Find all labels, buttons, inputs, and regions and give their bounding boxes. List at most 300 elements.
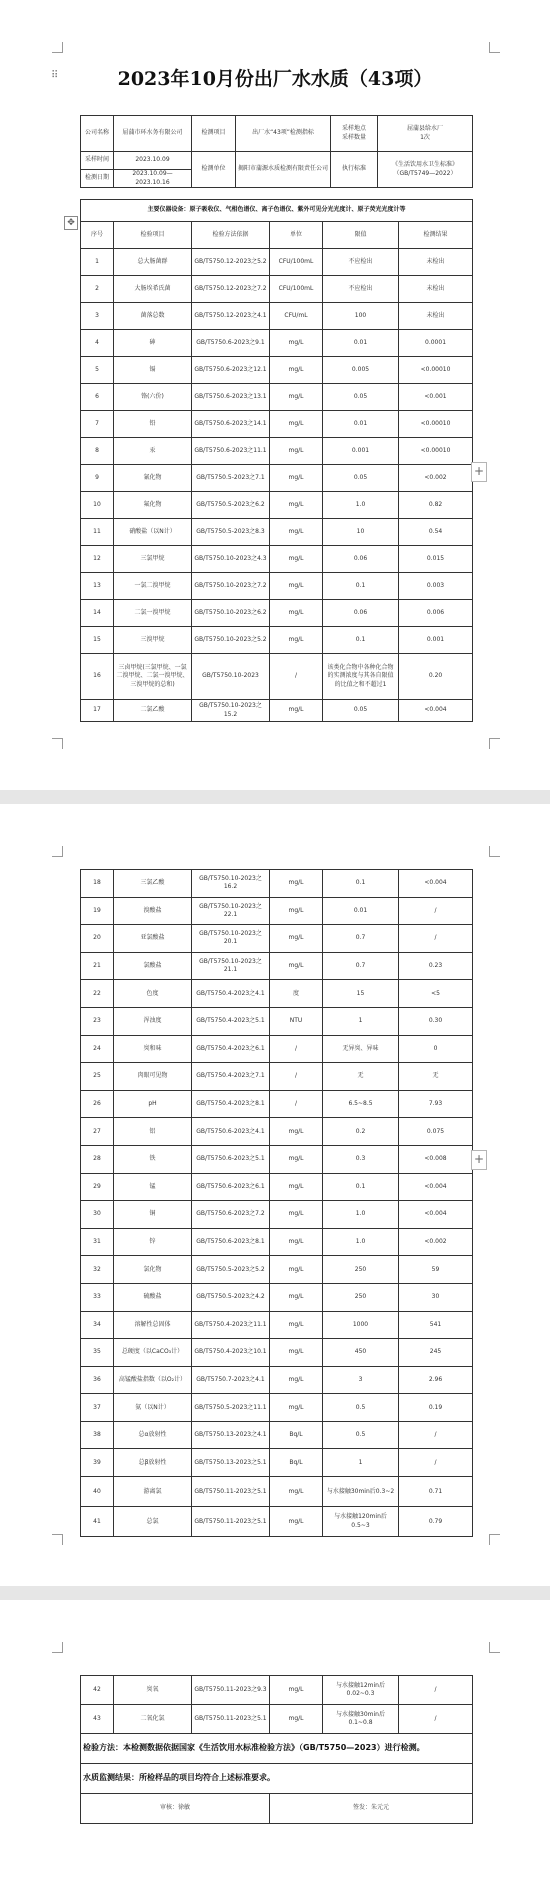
unit-cell: mg/L bbox=[270, 492, 323, 519]
limit-cell: 与水接触30min后0.1~0.8 bbox=[323, 1705, 399, 1734]
method-cell: GB/T5750.6-2023之7.2 bbox=[192, 1201, 270, 1229]
limit-cell: 10 bbox=[323, 519, 399, 546]
table-row bbox=[81, 465, 473, 492]
row-number-cell: 39 bbox=[81, 1449, 114, 1477]
result-cell: 未检出 bbox=[399, 249, 473, 276]
method-cell: GB/T5750.11-2023之5.1 bbox=[192, 1705, 270, 1734]
column-header-test-item: 检验项目 bbox=[114, 222, 192, 249]
table-row bbox=[81, 276, 473, 303]
limit-cell: 1.0 bbox=[323, 492, 399, 519]
test-item-cell: 亚氯酸盐 bbox=[114, 925, 192, 953]
unit-cell: mg/L bbox=[270, 573, 323, 600]
result-cell: 0.075 bbox=[399, 1118, 473, 1146]
method-cell: GB/T5750.4-2023之11.1 bbox=[192, 1311, 270, 1339]
row-number-cell: 6 bbox=[81, 384, 114, 411]
table-row bbox=[81, 1283, 473, 1311]
results-table-part-3 bbox=[80, 1675, 473, 1824]
unit-cell: / bbox=[270, 654, 323, 700]
limit-cell: 0.1 bbox=[323, 1173, 399, 1201]
limit-cell: 0.1 bbox=[323, 573, 399, 600]
unit-value: 揭阳市蒲源水质检测有限责任公司 bbox=[236, 152, 331, 188]
instruments-note: 主要仪器设备：原子吸收仪、气相色谱仪、离子色谱仪、紫外可见分光光度计、原子荧光光度计等 bbox=[81, 200, 473, 222]
test-item-cell: 总α放射性 bbox=[114, 1421, 192, 1449]
standard-label: 执行标准 bbox=[331, 152, 378, 188]
limit-cell: 0.1 bbox=[323, 627, 399, 654]
page-gap bbox=[0, 1586, 550, 1600]
limit-cell: 与水接触12min后0.02~0.3 bbox=[323, 1676, 399, 1705]
table-row bbox=[81, 627, 473, 654]
row-number-cell: 34 bbox=[81, 1311, 114, 1339]
test-item-cell: 二氯乙酸 bbox=[114, 700, 192, 722]
conclusion-note: 水质监测结果：所检样品的项目均符合上述标准要求。 bbox=[81, 1764, 473, 1794]
row-number-cell: 31 bbox=[81, 1228, 114, 1256]
table-row bbox=[81, 1145, 473, 1173]
limit-cell: 0.01 bbox=[323, 330, 399, 357]
method-cell: GB/T5750.5-2023之7.1 bbox=[192, 465, 270, 492]
document-title: 2023年10月份出厂水水质（43项） bbox=[117, 68, 433, 90]
method-note: 检验方法：本检测数据依据国家《生活饮用水标准检验方法》（GB/T5750—2023）进行检测。 bbox=[81, 1734, 473, 1764]
unit-cell: CFU/100mL bbox=[270, 276, 323, 303]
row-number-cell: 28 bbox=[81, 1145, 114, 1173]
test-item-cell: 大肠埃希氏菌 bbox=[114, 276, 192, 303]
row-number-cell: 17 bbox=[81, 700, 114, 722]
unit-cell: mg/L bbox=[270, 438, 323, 465]
table-row bbox=[81, 1339, 473, 1367]
method-cell: GB/T5750.12-2023之4.1 bbox=[192, 303, 270, 330]
sample-date-label: 采样时间 bbox=[81, 152, 114, 170]
test-item-cell: 铬(六价) bbox=[114, 384, 192, 411]
table-row bbox=[81, 952, 473, 980]
limit-cell: 0.001 bbox=[323, 438, 399, 465]
row-number-cell: 15 bbox=[81, 627, 114, 654]
sample-date-value: 2023.10.09 bbox=[114, 152, 192, 170]
limit-cell: 不应检出 bbox=[323, 276, 399, 303]
result-cell: <0.004 bbox=[399, 700, 473, 722]
table-row bbox=[81, 925, 473, 953]
result-cell: <0.008 bbox=[399, 1145, 473, 1173]
table-row bbox=[81, 1394, 473, 1422]
method-cell: GB/T5750.4-2023之10.1 bbox=[192, 1339, 270, 1367]
column-header-unit: 单位 bbox=[270, 222, 323, 249]
result-cell: 59 bbox=[399, 1256, 473, 1284]
table-row bbox=[81, 1311, 473, 1339]
table-row bbox=[81, 330, 473, 357]
unit-cell: mg/L bbox=[270, 411, 323, 438]
unit-cell: mg/L bbox=[270, 1145, 323, 1173]
test-item-cell: 一氯二溴甲烷 bbox=[114, 573, 192, 600]
limit-cell: 1000 bbox=[323, 1311, 399, 1339]
row-number-cell: 10 bbox=[81, 492, 114, 519]
test-item-cell: 三卤甲烷(三氯甲烷、一氯二溴甲烷、二氯一溴甲烷、三溴甲烷的总和) bbox=[114, 654, 192, 700]
row-number-cell: 24 bbox=[81, 1035, 114, 1063]
test-item-cell: 臭和味 bbox=[114, 1035, 192, 1063]
result-cell: <0.004 bbox=[399, 1201, 473, 1229]
test-item-cell: 总硬度（以CaCO₃计） bbox=[114, 1339, 192, 1367]
result-cell: 0.54 bbox=[399, 519, 473, 546]
unit-cell: mg/L bbox=[270, 700, 323, 722]
test-item-cell: 三氯甲烷 bbox=[114, 546, 192, 573]
document-page-3 bbox=[0, 1600, 550, 1883]
margin-corner-mark bbox=[489, 1642, 500, 1653]
method-cell: GB/T5750.6-2023之11.1 bbox=[192, 438, 270, 465]
limit-cell: 0.05 bbox=[323, 465, 399, 492]
method-cell: GB/T5750.12-2023之7.2 bbox=[192, 276, 270, 303]
column-header-row-number: 序号 bbox=[81, 222, 114, 249]
row-number-cell: 36 bbox=[81, 1366, 114, 1394]
method-cell: GB/T5750.6-2023之5.1 bbox=[192, 1145, 270, 1173]
unit-cell: mg/L bbox=[270, 1339, 323, 1367]
table-row bbox=[81, 654, 473, 700]
margin-corner-mark bbox=[52, 1534, 63, 1545]
test-item-cell: 三溴甲烷 bbox=[114, 627, 192, 654]
row-number-cell: 3 bbox=[81, 303, 114, 330]
table-row bbox=[81, 438, 473, 465]
unit-cell: / bbox=[270, 1063, 323, 1091]
limit-cell: 0.5 bbox=[323, 1394, 399, 1422]
margin-corner-mark bbox=[489, 42, 500, 53]
row-number-cell: 18 bbox=[81, 870, 114, 898]
sample-qty-label: 采样数量 bbox=[341, 133, 366, 141]
unit-cell: mg/L bbox=[270, 330, 323, 357]
table-header-row bbox=[81, 222, 473, 249]
method-cell: GB/T5750.11-2023之5.1 bbox=[192, 1477, 270, 1507]
result-cell: 未检出 bbox=[399, 276, 473, 303]
result-cell: <0.004 bbox=[399, 1173, 473, 1201]
row-number-cell: 9 bbox=[81, 465, 114, 492]
result-cell: 0.006 bbox=[399, 600, 473, 627]
result-cell: 245 bbox=[399, 1339, 473, 1367]
method-cell: GB/T5750.10-2023之6.2 bbox=[192, 600, 270, 627]
test-item-cell: 铜 bbox=[114, 1201, 192, 1229]
method-cell: GB/T5750.10-2023之21.1 bbox=[192, 952, 270, 980]
method-cell: GB/T5750.6-2023之12.1 bbox=[192, 357, 270, 384]
column-header-limit: 限值 bbox=[323, 222, 399, 249]
row-number-cell: 8 bbox=[81, 438, 114, 465]
result-cell: 7.93 bbox=[399, 1090, 473, 1118]
table-row bbox=[81, 573, 473, 600]
method-cell: GB/T5750.10-2023之16.2 bbox=[192, 870, 270, 898]
unit-cell: mg/L bbox=[270, 357, 323, 384]
row-number-cell: 1 bbox=[81, 249, 114, 276]
unit-cell: mg/L bbox=[270, 1283, 323, 1311]
row-number-cell: 7 bbox=[81, 411, 114, 438]
margin-corner-mark bbox=[52, 846, 63, 857]
limit-cell: 0.7 bbox=[323, 925, 399, 953]
limit-cell: 0.06 bbox=[323, 600, 399, 627]
unit-cell: mg/L bbox=[270, 897, 323, 925]
unit-cell: mg/L bbox=[270, 627, 323, 654]
result-cell: 0.30 bbox=[399, 1007, 473, 1035]
add-row-button[interactable]: + bbox=[471, 462, 487, 482]
method-cell: GB/T5750.4-2023之4.1 bbox=[192, 980, 270, 1008]
test-item-cell: 总氯 bbox=[114, 1507, 192, 1537]
column-header-result: 检测结果 bbox=[399, 222, 473, 249]
test-item-cell: 汞 bbox=[114, 438, 192, 465]
row-number-cell: 16 bbox=[81, 654, 114, 700]
result-cell: <0.00010 bbox=[399, 411, 473, 438]
unit-cell: CFU/mL bbox=[270, 303, 323, 330]
test-item-cell: 硫酸盐 bbox=[114, 1283, 192, 1311]
page-gap bbox=[0, 790, 550, 804]
result-cell: 0.79 bbox=[399, 1507, 473, 1537]
result-cell: / bbox=[399, 897, 473, 925]
method-cell: GB/T5750.5-2023之4.2 bbox=[192, 1283, 270, 1311]
table-row bbox=[81, 1228, 473, 1256]
test-item-cell: 高锰酸盐指数（以O₂计） bbox=[114, 1366, 192, 1394]
limit-cell: 0.2 bbox=[323, 1118, 399, 1146]
margin-corner-mark bbox=[52, 42, 63, 53]
unit-cell: / bbox=[270, 1090, 323, 1118]
result-cell: / bbox=[399, 1449, 473, 1477]
method-cell: GB/T5750.4-2023之5.1 bbox=[192, 1007, 270, 1035]
test-item-cell: 锌 bbox=[114, 1228, 192, 1256]
row-number-cell: 42 bbox=[81, 1676, 114, 1705]
result-cell: 无 bbox=[399, 1063, 473, 1091]
row-number-cell: 5 bbox=[81, 357, 114, 384]
result-cell: / bbox=[399, 1421, 473, 1449]
results-table-part-2 bbox=[80, 869, 473, 1537]
test-item-cell: 二氯一溴甲烷 bbox=[114, 600, 192, 627]
test-item-cell: 肉眼可见物 bbox=[114, 1063, 192, 1091]
result-cell: 0.23 bbox=[399, 952, 473, 980]
row-number-cell: 30 bbox=[81, 1201, 114, 1229]
result-cell: 2.96 bbox=[399, 1366, 473, 1394]
row-number-cell: 2 bbox=[81, 276, 114, 303]
result-cell: <0.00010 bbox=[399, 357, 473, 384]
document-page-1 bbox=[0, 0, 550, 790]
limit-cell: 0.3 bbox=[323, 1145, 399, 1173]
row-number-cell: 32 bbox=[81, 1256, 114, 1284]
row-number-cell: 35 bbox=[81, 1339, 114, 1367]
limit-cell: 无 bbox=[323, 1063, 399, 1091]
sample-point-label: 采样地点 bbox=[341, 125, 366, 133]
limit-cell: 与水接触120min后0.5~3 bbox=[323, 1507, 399, 1537]
unit-cell: mg/L bbox=[270, 465, 323, 492]
table-row bbox=[81, 519, 473, 546]
method-cell: GB/T5750.10-2023之7.2 bbox=[192, 573, 270, 600]
unit-cell: 度 bbox=[270, 980, 323, 1008]
unit-cell: mg/L bbox=[270, 1256, 323, 1284]
project-label: 检测项目 bbox=[192, 116, 236, 152]
unit-cell: / bbox=[270, 1035, 323, 1063]
result-cell: 0.19 bbox=[399, 1394, 473, 1422]
row-number-cell: 19 bbox=[81, 897, 114, 925]
row-number-cell: 27 bbox=[81, 1118, 114, 1146]
test-item-cell: pH bbox=[114, 1090, 192, 1118]
row-number-cell: 22 bbox=[81, 980, 114, 1008]
table-move-handle-icon[interactable]: ✥ bbox=[64, 216, 78, 230]
table-row bbox=[81, 492, 473, 519]
table-row bbox=[81, 1201, 473, 1229]
unit-cell: mg/L bbox=[270, 1366, 323, 1394]
method-cell: GB/T5750.6-2023之4.1 bbox=[192, 1118, 270, 1146]
limit-cell: 0.01 bbox=[323, 411, 399, 438]
row-number-cell: 37 bbox=[81, 1394, 114, 1422]
result-cell: / bbox=[399, 925, 473, 953]
result-cell: 0.015 bbox=[399, 546, 473, 573]
unit-cell: Bq/L bbox=[270, 1421, 323, 1449]
result-cell: <0.001 bbox=[399, 384, 473, 411]
drag-handle-icon[interactable]: ⠿ bbox=[51, 70, 58, 81]
test-item-cell: 二氧化氯 bbox=[114, 1705, 192, 1734]
limit-cell: 与水接触30min后0.3~2 bbox=[323, 1477, 399, 1507]
test-item-cell: 三氯乙酸 bbox=[114, 870, 192, 898]
table-row bbox=[81, 357, 473, 384]
limit-cell: 250 bbox=[323, 1283, 399, 1311]
method-cell: GB/T5750.13-2023之5.1 bbox=[192, 1449, 270, 1477]
method-cell: GB/T5750.6-2023之8.1 bbox=[192, 1228, 270, 1256]
unit-cell: mg/L bbox=[270, 1705, 323, 1734]
result-cell: <0.004 bbox=[399, 870, 473, 898]
method-cell: GB/T5750.10-2023之4.3 bbox=[192, 546, 270, 573]
result-cell: <5 bbox=[399, 980, 473, 1008]
unit-cell: mg/L bbox=[270, 1477, 323, 1507]
table-row bbox=[81, 1090, 473, 1118]
unit-cell: mg/L bbox=[270, 546, 323, 573]
unit-cell: mg/L bbox=[270, 1676, 323, 1705]
table-row bbox=[81, 249, 473, 276]
method-cell: GB/T5750.6-2023之6.1 bbox=[192, 1173, 270, 1201]
method-cell: GB/T5750.4-2023之6.1 bbox=[192, 1035, 270, 1063]
test-item-cell: 色度 bbox=[114, 980, 192, 1008]
method-cell: GB/T5750.6-2023之13.1 bbox=[192, 384, 270, 411]
row-number-cell: 40 bbox=[81, 1477, 114, 1507]
margin-corner-mark bbox=[52, 738, 63, 749]
table-row bbox=[81, 303, 473, 330]
method-cell: GB/T5750.10-2023之15.2 bbox=[192, 700, 270, 722]
method-cell: GB/T5750.11-2023之9.3 bbox=[192, 1676, 270, 1705]
margin-corner-mark bbox=[489, 1534, 500, 1545]
unit-cell: Bq/L bbox=[270, 1449, 323, 1477]
result-cell: 0.003 bbox=[399, 573, 473, 600]
test-item-cell: 溴酸盐 bbox=[114, 897, 192, 925]
test-item-cell: 锰 bbox=[114, 1173, 192, 1201]
limit-cell: 0.01 bbox=[323, 897, 399, 925]
limit-cell: 0.5 bbox=[323, 1421, 399, 1449]
info-table bbox=[80, 115, 473, 188]
test-item-cell: 总大肠菌群 bbox=[114, 249, 192, 276]
limit-cell: 0.1 bbox=[323, 870, 399, 898]
unit-cell: mg/L bbox=[270, 1394, 323, 1422]
method-cell: GB/T5750.7-2023之4.1 bbox=[192, 1366, 270, 1394]
method-cell: GB/T5750.5-2023之5.2 bbox=[192, 1256, 270, 1284]
table-row bbox=[81, 897, 473, 925]
sample-point-value-cell bbox=[378, 116, 473, 152]
unit-cell: mg/L bbox=[270, 1228, 323, 1256]
company-label: 公司名称 bbox=[81, 116, 114, 152]
test-item-cell: 铁 bbox=[114, 1145, 192, 1173]
unit-cell: mg/L bbox=[270, 1201, 323, 1229]
limit-cell: 1.0 bbox=[323, 1228, 399, 1256]
row-number-cell: 20 bbox=[81, 925, 114, 953]
unit-cell: mg/L bbox=[270, 925, 323, 953]
test-item-cell: 游离氯 bbox=[114, 1477, 192, 1507]
method-cell: GB/T5750.12-2023之5.2 bbox=[192, 249, 270, 276]
result-cell: 0.71 bbox=[399, 1477, 473, 1507]
margin-corner-mark bbox=[489, 846, 500, 857]
result-cell: <0.00010 bbox=[399, 438, 473, 465]
add-row-button[interactable]: + bbox=[471, 1150, 487, 1170]
row-number-cell: 21 bbox=[81, 952, 114, 980]
unit-cell: mg/L bbox=[270, 1507, 323, 1537]
limit-cell: 15 bbox=[323, 980, 399, 1008]
test-item-cell: 氯酸盐 bbox=[114, 952, 192, 980]
method-cell: GB/T5750.11-2023之5.1 bbox=[192, 1507, 270, 1537]
table-row bbox=[81, 1173, 473, 1201]
result-cell: <0.002 bbox=[399, 465, 473, 492]
table-row bbox=[81, 1035, 473, 1063]
method-cell: GB/T5750.13-2023之4.1 bbox=[192, 1421, 270, 1449]
test-item-cell: 砷 bbox=[114, 330, 192, 357]
results-table-part-1 bbox=[80, 199, 473, 722]
sample-qty-value: 1次 bbox=[420, 133, 430, 141]
limit-cell: 不应检出 bbox=[323, 249, 399, 276]
method-cell: GB/T5750.4-2023之7.1 bbox=[192, 1063, 270, 1091]
limit-cell: 250 bbox=[323, 1256, 399, 1284]
unit-cell: NTU bbox=[270, 1007, 323, 1035]
margin-corner-mark bbox=[52, 1642, 63, 1653]
table-row bbox=[81, 1366, 473, 1394]
limit-cell: 1.0 bbox=[323, 1201, 399, 1229]
result-cell: 0.20 bbox=[399, 654, 473, 700]
method-cell: GB/T5750.5-2023之8.3 bbox=[192, 519, 270, 546]
project-value: 出厂水“43项”检测指标 bbox=[236, 116, 331, 152]
test-date-value: 2023.10.09—2023.10.16 bbox=[114, 170, 192, 188]
table-row bbox=[81, 1477, 473, 1507]
test-item-cell: 氰化物 bbox=[114, 465, 192, 492]
test-item-cell: 硝酸盐（以N计） bbox=[114, 519, 192, 546]
test-item-cell: 氨（以N计） bbox=[114, 1394, 192, 1422]
row-number-cell: 25 bbox=[81, 1063, 114, 1091]
method-cell: GB/T5750.5-2023之6.2 bbox=[192, 492, 270, 519]
table-row bbox=[81, 411, 473, 438]
unit-cell: mg/L bbox=[270, 519, 323, 546]
unit-cell: mg/L bbox=[270, 952, 323, 980]
row-number-cell: 4 bbox=[81, 330, 114, 357]
company-value: 屈蒲市环水务有限公司 bbox=[114, 116, 192, 152]
table-row bbox=[81, 1256, 473, 1284]
limit-cell: 该类化合物中各种化合物的实测浓度与其各自限值的比值之和不超过1 bbox=[323, 654, 399, 700]
test-item-cell: 镉 bbox=[114, 357, 192, 384]
method-cell: GB/T5750.10-2023之20.1 bbox=[192, 925, 270, 953]
method-cell: GB/T5750.10-2023 bbox=[192, 654, 270, 700]
margin-corner-mark bbox=[489, 738, 500, 749]
test-date-label: 检测日期 bbox=[81, 170, 114, 188]
result-cell: 541 bbox=[399, 1311, 473, 1339]
result-cell: 30 bbox=[399, 1283, 473, 1311]
limit-cell: 无异臭、异味 bbox=[323, 1035, 399, 1063]
limit-cell: 3 bbox=[323, 1366, 399, 1394]
table-row bbox=[81, 980, 473, 1008]
table-row bbox=[81, 1507, 473, 1537]
limit-cell: 0.06 bbox=[323, 546, 399, 573]
table-row bbox=[81, 1421, 473, 1449]
result-cell: 0 bbox=[399, 1035, 473, 1063]
unit-cell: mg/L bbox=[270, 600, 323, 627]
row-number-cell: 26 bbox=[81, 1090, 114, 1118]
result-cell: <0.002 bbox=[399, 1228, 473, 1256]
table-row bbox=[81, 1118, 473, 1146]
limit-cell: 1 bbox=[323, 1007, 399, 1035]
table-row bbox=[81, 1676, 473, 1705]
document-page-2 bbox=[0, 804, 550, 1586]
limit-cell: 0.05 bbox=[323, 700, 399, 722]
reviewer: 审核：徐敏 bbox=[81, 1794, 270, 1824]
result-cell: 0.0001 bbox=[399, 330, 473, 357]
test-item-cell: 浑浊度 bbox=[114, 1007, 192, 1035]
row-number-cell: 43 bbox=[81, 1705, 114, 1734]
unit-label: 检测单位 bbox=[192, 152, 236, 188]
